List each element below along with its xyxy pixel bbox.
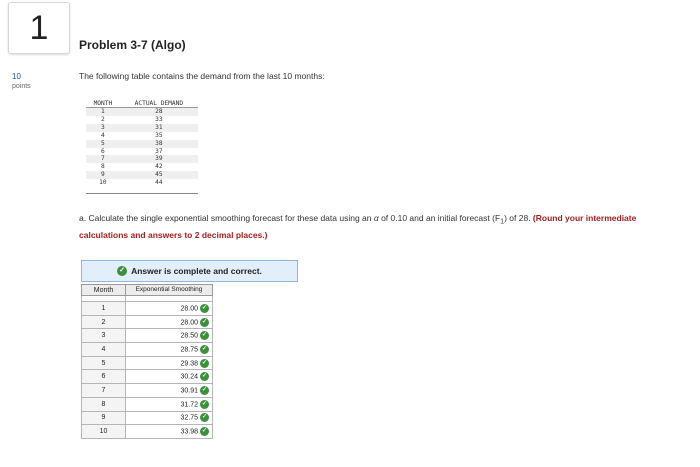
table-row [82,384,213,398]
check-circle-icon: ✓ [201,345,208,352]
answer-value-cell[interactable] [126,425,213,439]
month-cell: 1 [86,108,120,116]
table-row [82,315,213,329]
question-suffix: ) of 28. [504,213,533,223]
demand-cell: 44 [155,179,163,187]
check-circle-icon: ✓ [201,400,208,407]
banner-text: Answer is complete and correct. [131,266,262,276]
answer-status-banner [81,260,298,282]
table-row [86,171,198,179]
table-divider [86,193,198,194]
table-row [86,124,198,132]
problem-title: Problem 3-7 (Algo) [79,38,186,52]
table-row [86,116,198,124]
table-row [86,108,198,116]
question-prefix: a. Calculate the single exponential smoothing forecast for these data using an [79,213,374,223]
answer-header-month: Month [82,285,126,296]
demand-cell: 45 [120,171,198,179]
month-cell: 2 [101,115,105,123]
table-row [82,397,213,411]
points-indicator [12,72,31,92]
answer-value-cell[interactable] [126,315,213,329]
demand-cell: 42 [155,163,163,171]
answer-value-cell[interactable] [126,384,213,398]
answer-value-cell[interactable] [126,343,213,357]
answer-month-cell: 10 [82,425,126,439]
table-row [86,148,198,156]
alpha-symbol: α [373,213,379,223]
demand-table-header-demand: ACTUAL DEMAND [120,100,198,108]
answer-value: 28.00 [180,305,198,313]
answer-value-cell[interactable] [126,397,213,411]
demand-cell: 39 [120,155,198,163]
demand-cell: 38 [120,140,198,148]
answer-month-cell: 9 [82,411,126,425]
question-number: 1 [29,8,49,47]
month-cell: 10 [99,179,107,187]
check-circle-icon: ✓ [201,428,208,435]
demand-cell: 33 [155,115,163,123]
table-row [86,179,198,187]
table-row [82,425,213,439]
check-circle-icon: ✓ [201,359,208,366]
demand-cell: 31 [120,124,198,132]
answer-value: 28.50 [180,332,198,340]
answer-month-cell: 3 [82,329,126,343]
forecast-subscript: 1 [500,217,505,226]
answer-month-cell: 8 [82,397,126,411]
answer-header-smoothing: Exponential Smoothing [126,285,213,296]
table-row [82,343,213,357]
question-number-box [8,2,70,54]
table-row [82,302,213,316]
table-row [86,140,198,148]
answer-value: 28.75 [180,346,198,354]
answer-month-cell: 6 [82,370,126,384]
answer-month-cell: 1 [82,302,126,316]
answer-value: 29.38 [180,359,198,367]
answer-value-cell[interactable] [126,411,213,425]
month-cell: 9 [86,171,120,179]
rounding-instruction: (Round your intermediate calculations and answers to 2 decimal places.) [79,213,637,240]
check-circle-icon: ✓ [201,373,208,380]
check-circle-icon: ✓ [201,304,208,311]
answer-value: 30.91 [180,387,198,395]
check-circle-icon: ✓ [201,332,208,339]
demand-cell: 35 [155,131,163,139]
table-row [86,163,198,171]
table-row [82,370,213,384]
answer-value-cell[interactable] [126,356,213,370]
demand-cell: 28 [120,108,198,116]
demand-table [86,100,198,187]
check-circle-icon: ✓ [201,386,208,393]
points-value: 10 [12,72,21,81]
month-cell: 6 [101,147,105,155]
answer-value-cell[interactable] [126,302,213,316]
answer-table [81,284,213,439]
demand-cell: 37 [155,147,163,155]
intro-text: The following table contains the demand from the last 10 months: [79,71,325,81]
answer-value: 30.24 [180,373,198,381]
answer-month-cell: 4 [82,343,126,357]
check-circle-icon: ✓ [117,266,127,276]
answer-value: 31.72 [180,401,198,408]
question-text [79,212,649,242]
answer-value-cell[interactable] [126,370,213,384]
answer-month-cell: 7 [82,384,126,398]
answer-value: 28.00 [180,318,198,326]
table-row [82,329,213,343]
month-cell: 7 [86,155,120,163]
month-cell: 3 [86,124,120,132]
table-row [86,155,198,163]
table-row [82,411,213,425]
check-circle-icon: ✓ [201,318,208,325]
answer-value: 33.98 [180,428,198,436]
points-label: points [12,83,31,90]
answer-month-cell: 5 [82,356,126,370]
answer-value-cell[interactable] [126,329,213,343]
month-cell: 4 [101,131,105,139]
month-cell: 8 [101,163,105,171]
question-middle: of 0.10 and an initial forecast (F [378,213,501,223]
check-circle-icon: ✓ [201,414,208,421]
demand-table-header-month: MONTH [86,100,120,108]
table-row [86,132,198,140]
table-row [82,356,213,370]
month-cell: 5 [86,140,120,148]
answer-value: 32.75 [180,414,198,422]
answer-month-cell: 2 [82,315,126,329]
